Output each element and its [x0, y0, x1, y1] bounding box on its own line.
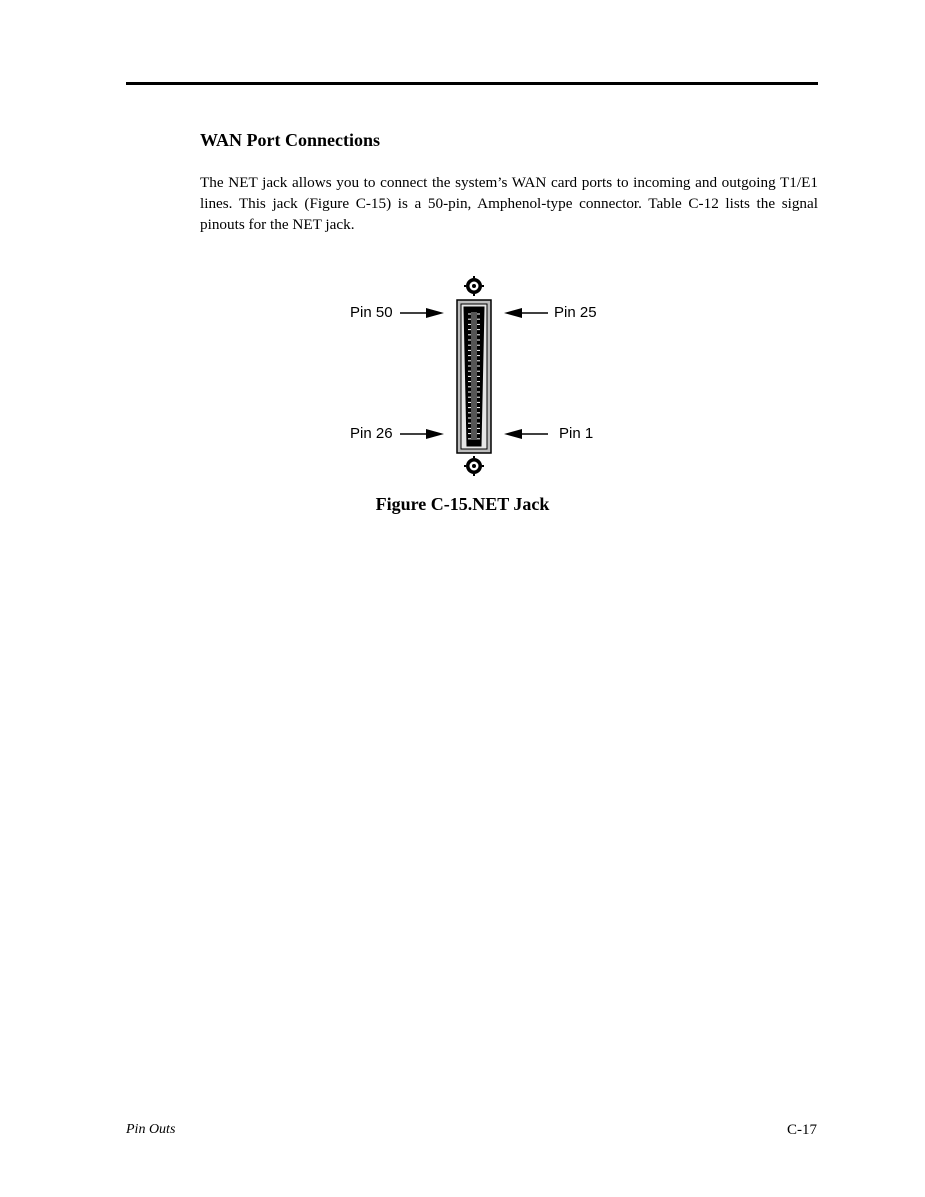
footer-page-number: C-17 [787, 1122, 817, 1138]
pin-1-label: Pin 1 [559, 425, 594, 442]
figure-caption: Figure C-15.NET Jack [375, 494, 550, 514]
pin-25-label: Pin 25 [554, 304, 597, 321]
footer-chapter-title: Pin Outs [126, 1122, 176, 1137]
bottom-screw-icon [464, 456, 484, 476]
arrow-pin-50 [400, 308, 444, 318]
net-jack-diagram [340, 270, 610, 482]
arrow-pin-26 [400, 429, 444, 439]
top-rule [126, 82, 818, 85]
connector-body [457, 300, 491, 453]
arrow-pin-1 [504, 429, 548, 439]
pin-50-label: Pin 50 [350, 304, 393, 321]
net-jack-figure [340, 270, 610, 482]
pin-26-label: Pin 26 [350, 425, 393, 442]
section-heading: WAN Port Connections [200, 130, 380, 150]
body-paragraph: The NET jack allows you to connect the system’s WAN card ports to incoming and outgoing T1/E1 lines. This jack (Figure C-15) is a 50-pin, Amphenol-type connector. Table C-12 lists the signal pinouts for the NET jack. [200, 174, 818, 233]
top-screw-icon [464, 276, 484, 296]
arrow-pin-25 [504, 308, 548, 318]
